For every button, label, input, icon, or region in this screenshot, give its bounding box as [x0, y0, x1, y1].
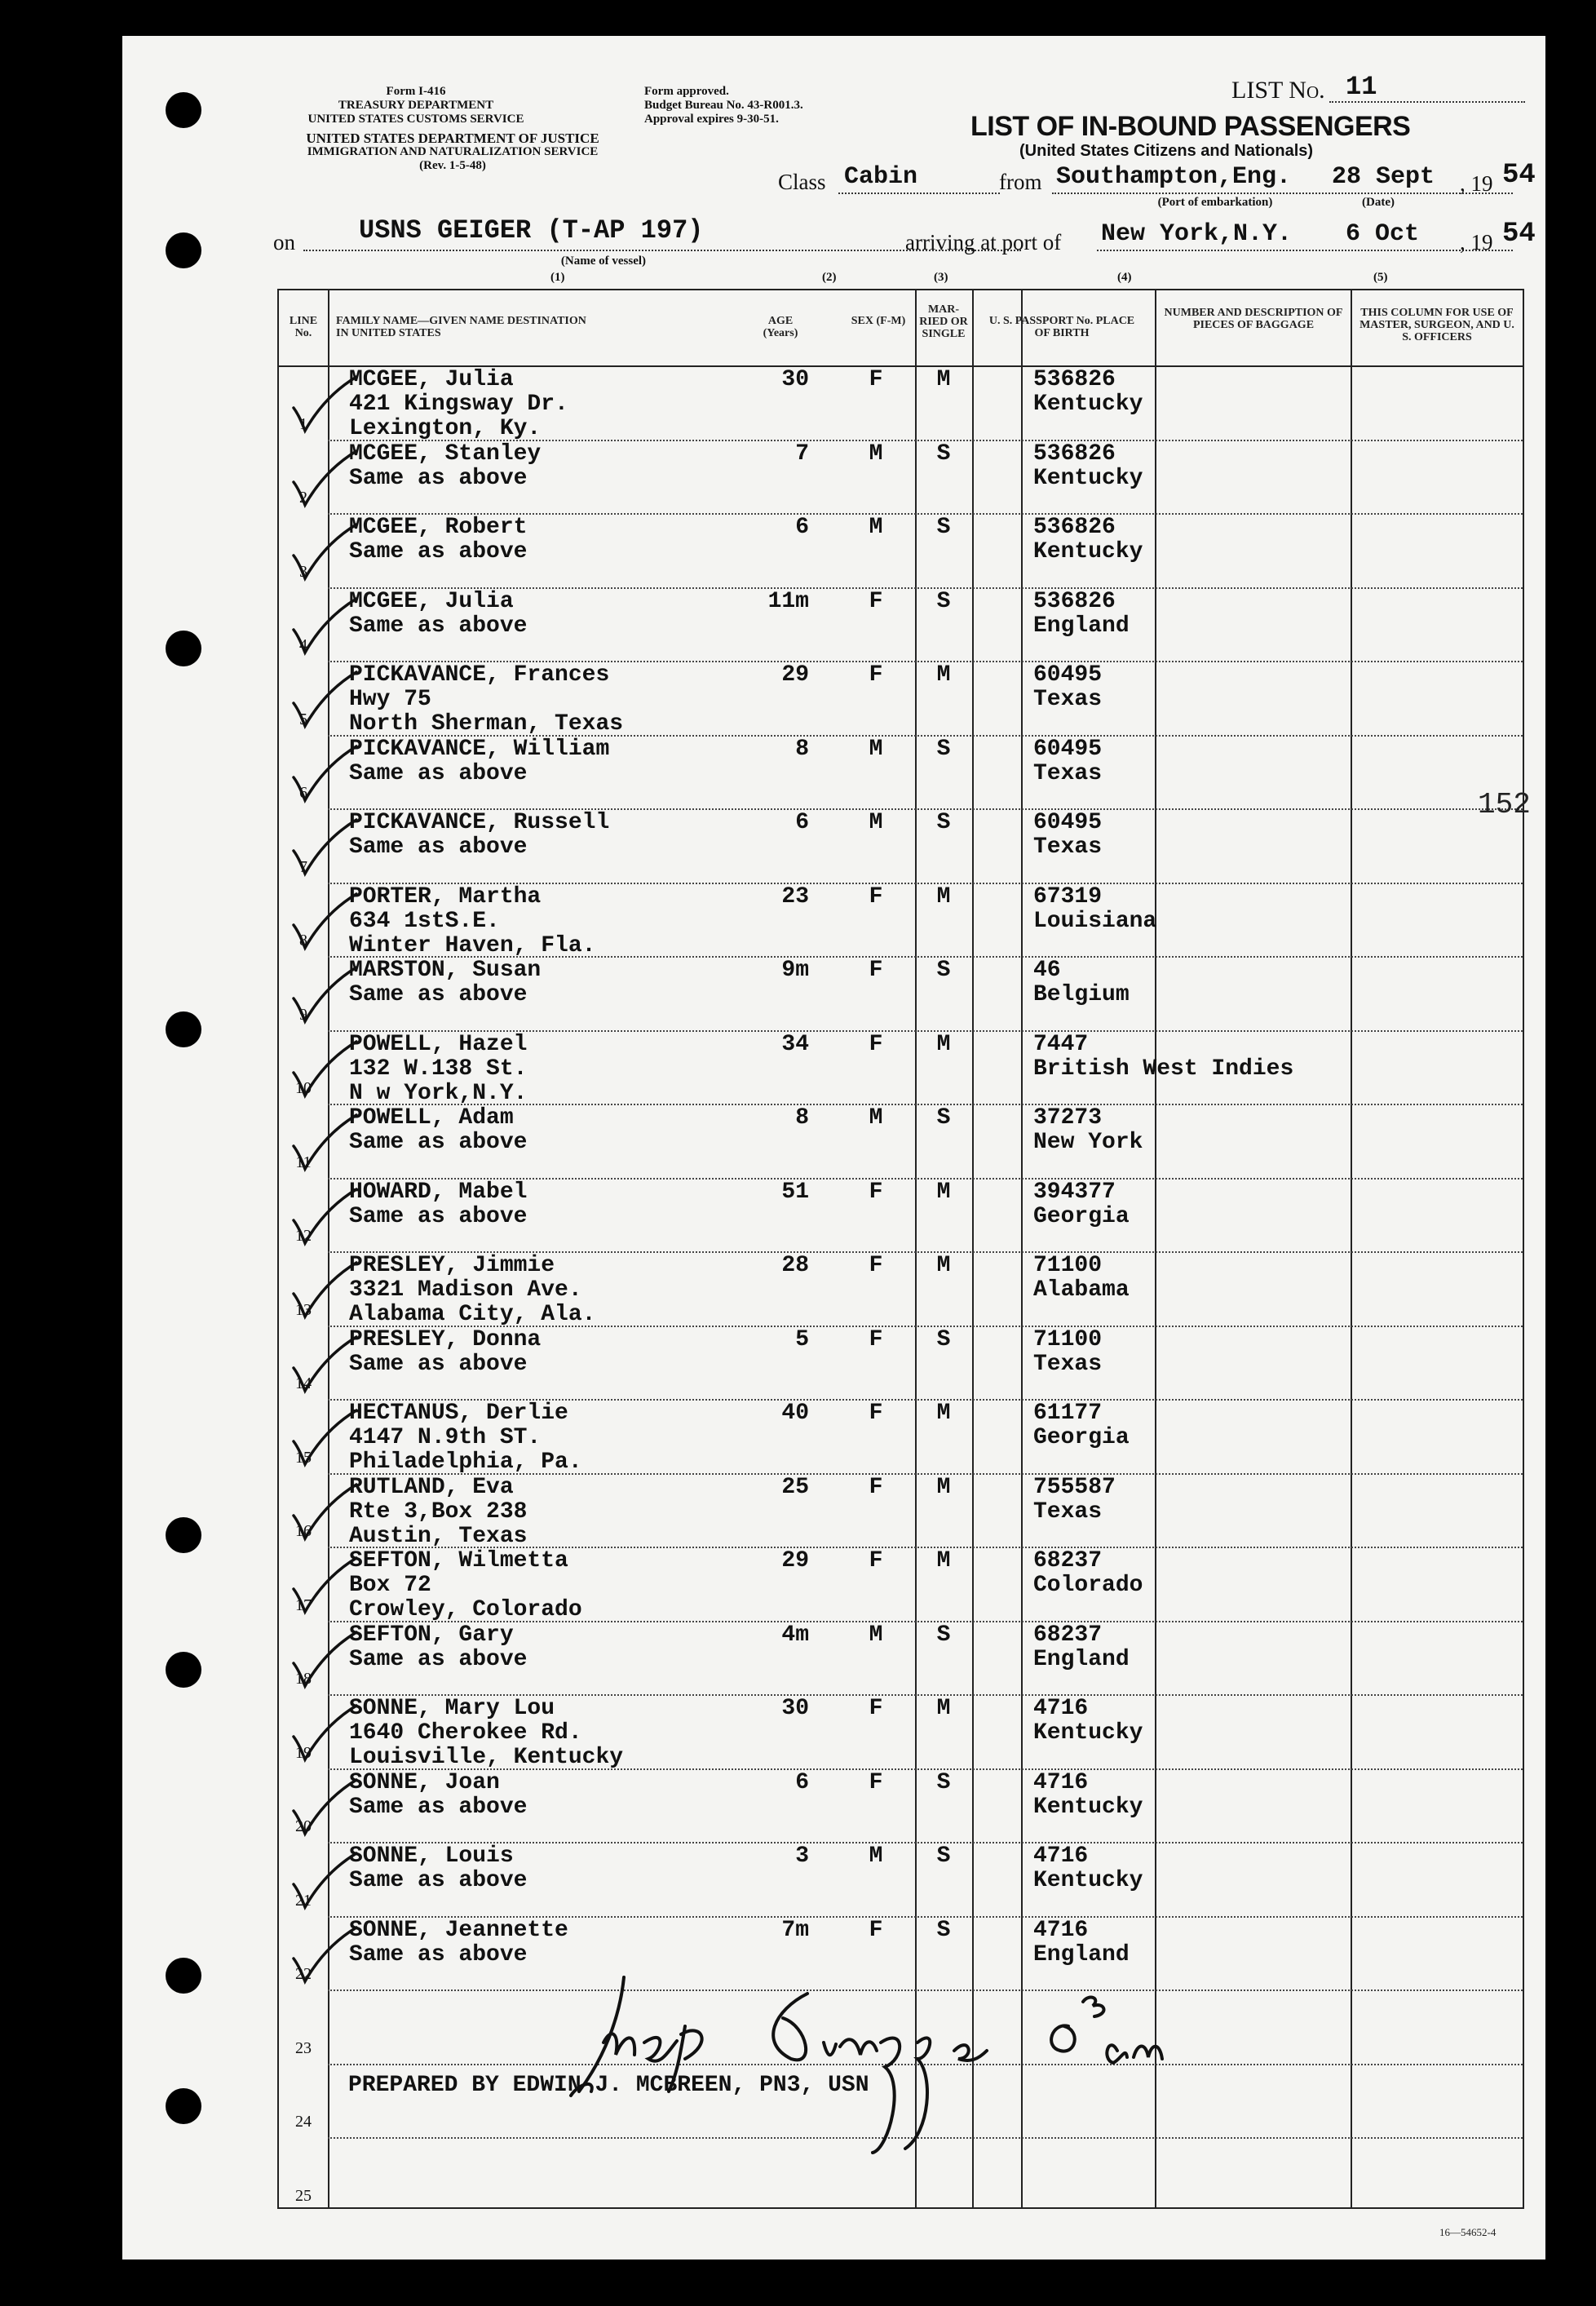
line-number: 3 — [299, 562, 307, 581]
passport-number: 7447 — [1033, 1031, 1089, 1057]
passenger-address: Same as above — [349, 1351, 528, 1377]
col-num-5: (5) — [1373, 271, 1388, 284]
passenger-marital: S — [936, 1843, 951, 1869]
line-number: 7 — [299, 857, 307, 876]
arrival-date: 6 Oct — [1346, 220, 1420, 248]
passenger-address: Winter Haven, Fla. — [349, 932, 596, 958]
check-mark-icon — [287, 1852, 360, 1917]
birth-place: Texas — [1033, 760, 1103, 786]
arrival-year: 54 — [1502, 219, 1536, 250]
approval-text: Form approved. — [644, 85, 729, 98]
table-row — [279, 1622, 1523, 1697]
passport-number: 60495 — [1033, 810, 1103, 835]
passenger-address: 3321 Madison Ave. — [349, 1277, 582, 1303]
passenger-sex: M — [869, 1622, 883, 1648]
line-number: 6 — [299, 784, 307, 802]
check-mark-icon — [287, 1926, 360, 1991]
passenger-marital: M — [936, 1696, 951, 1721]
passenger-marital: M — [936, 1031, 951, 1057]
check-mark-icon — [287, 1409, 360, 1474]
manifest-page — [122, 36, 1545, 2260]
passenger-name: MCGEE, Robert — [349, 515, 528, 540]
arrival-port: New York,N.Y. — [1101, 220, 1293, 248]
check-mark-icon — [287, 1778, 360, 1843]
budget-text: Budget Bureau No. 43-R001.3. — [644, 99, 803, 112]
passenger-name: SONNE, Louis — [349, 1843, 514, 1869]
col-age-header: AGE (Years) — [763, 315, 798, 339]
passenger-sex: F — [869, 1548, 883, 1573]
table-row — [279, 1253, 1523, 1327]
line-number: 4 — [299, 636, 307, 654]
birth-place: England — [1033, 1646, 1130, 1672]
line-number: 21 — [295, 1891, 312, 1910]
birth-place: Kentucky — [1033, 1868, 1143, 1893]
passenger-age: 7 — [795, 440, 809, 467]
table-row — [279, 1770, 1523, 1844]
passenger-marital: S — [936, 1622, 951, 1648]
col-officers-header: THIS COLUMN FOR USE OF MASTER, SURGEON, AND U. S. OFFICERS — [1359, 307, 1514, 343]
passport-number: 60495 — [1033, 662, 1103, 688]
birth-place: Texas — [1033, 1498, 1103, 1525]
table-row — [279, 1327, 1523, 1401]
passenger-age: 6 — [795, 810, 809, 835]
passenger-sex: M — [869, 810, 883, 835]
passenger-age: 5 — [795, 1326, 809, 1352]
passenger-sex: F — [869, 1253, 883, 1278]
passenger-address: Same as above — [349, 613, 528, 639]
passenger-address: Same as above — [349, 982, 528, 1007]
birth-place: Belgium — [1033, 982, 1130, 1007]
passenger-name: SEFTON, Wilmetta — [349, 1548, 568, 1573]
table-row — [279, 1032, 1523, 1106]
passenger-address: Same as above — [349, 1941, 528, 1967]
passenger-address: Austin, Texas — [349, 1523, 528, 1549]
line-number: 16 — [295, 1522, 312, 1540]
inspector-signature — [546, 1945, 1215, 2157]
passport-number: 67319 — [1033, 883, 1103, 910]
line-number: 10 — [295, 1079, 312, 1097]
line-number: 9 — [299, 1005, 307, 1024]
ins-name: IMMIGRATION AND NATURALIZATION SERVICE — [307, 145, 599, 158]
check-mark-icon — [287, 818, 360, 883]
subtitle: (United States Citizens and Nationals) — [1019, 142, 1314, 160]
line-number: 1 — [299, 414, 307, 433]
passenger-age: 30 — [781, 367, 809, 392]
check-mark-icon — [287, 1113, 360, 1179]
line-number: 22 — [295, 1965, 312, 1983]
birth-place: Georgia — [1033, 1203, 1130, 1229]
passport-number: 536826 — [1033, 515, 1116, 540]
line-number: 15 — [295, 1448, 312, 1467]
date-caption: (Date) — [1362, 196, 1395, 209]
line-number: 19 — [295, 1743, 312, 1762]
table-row — [279, 810, 1523, 884]
passenger-name: SONNE, Jeannette — [349, 1917, 568, 1943]
binder-hole — [166, 1958, 201, 1994]
passenger-age: 25 — [781, 1474, 809, 1500]
line-number: 2 — [299, 489, 307, 507]
passenger-marital: S — [936, 1105, 951, 1131]
passport-number: 536826 — [1033, 367, 1116, 392]
passenger-sex: F — [869, 1696, 883, 1721]
passenger-address: Same as above — [349, 1868, 528, 1893]
col-married-header: MAR-RIED OR SINGLE — [919, 303, 968, 340]
passenger-name: PICKAVANCE, Russell — [349, 810, 610, 835]
passport-number: 60495 — [1033, 736, 1103, 762]
table-row — [279, 958, 1523, 1032]
embark-caption: (Port of embarkation) — [1157, 196, 1273, 209]
passenger-address: North Sherman, Texas — [349, 711, 624, 737]
check-mark-icon — [287, 1335, 360, 1401]
line-number: 8 — [299, 932, 307, 949]
table-row — [279, 515, 1523, 589]
passenger-name: SONNE, Joan — [349, 1769, 500, 1795]
passenger-marital: S — [936, 588, 951, 614]
birth-place: Texas — [1033, 1351, 1103, 1377]
passenger-address: Same as above — [349, 834, 528, 860]
check-mark-icon — [287, 449, 360, 515]
passenger-marital: M — [936, 1474, 951, 1500]
passenger-age: 7m — [781, 1917, 809, 1943]
birth-place: Kentucky — [1033, 539, 1143, 564]
passenger-sex: F — [869, 1031, 883, 1057]
passenger-age: 23 — [781, 883, 809, 910]
passenger-sex: M — [869, 515, 883, 540]
check-mark-icon — [287, 1483, 360, 1548]
passenger-name: MCGEE, Julia — [349, 588, 514, 614]
table-row — [279, 1475, 1523, 1549]
customs-name: UNITED STATES CUSTOMS SERVICE — [307, 113, 524, 126]
birth-place: Kentucky — [1033, 1794, 1143, 1820]
line-number: 25 — [295, 2186, 312, 2205]
passenger-address: 132 W.138 St. — [349, 1056, 528, 1082]
passenger-marital: M — [936, 1179, 951, 1205]
passenger-sex: F — [869, 1401, 883, 1426]
check-mark-icon — [287, 1631, 360, 1696]
passenger-name: POWELL, Adam — [349, 1105, 514, 1131]
passenger-address: Box 72 — [349, 1573, 431, 1598]
passenger-address: 421 Kingsway Dr. — [349, 392, 568, 417]
passenger-sex: F — [869, 883, 883, 910]
passport-number: 61177 — [1033, 1401, 1103, 1426]
col-num-4: (4) — [1117, 271, 1132, 284]
check-mark-icon — [287, 745, 360, 810]
passenger-name: PICKAVANCE, Frances — [349, 662, 610, 688]
passenger-age: 3 — [795, 1843, 809, 1869]
binder-hole — [166, 92, 201, 128]
doj-name: UNITED STATES DEPARTMENT OF JUSTICE — [306, 131, 599, 146]
list-no-label: LIST No. — [1231, 77, 1325, 104]
check-mark-icon — [287, 1040, 360, 1105]
passenger-marital: S — [936, 515, 951, 540]
birth-place: England — [1033, 1941, 1130, 1967]
line-number: 12 — [295, 1227, 312, 1245]
col-baggage-header: NUMBER AND DESCRIPTION OF PIECES OF BAGGAGE — [1164, 307, 1343, 331]
table-row — [279, 1401, 1523, 1475]
line-number: 18 — [295, 1670, 312, 1688]
passenger-age: 11m — [767, 588, 809, 614]
table-row — [279, 884, 1523, 958]
check-mark-icon — [287, 1188, 360, 1253]
passenger-marital: S — [936, 736, 951, 762]
passenger-marital: M — [936, 883, 951, 910]
passenger-name: MCGEE, Julia — [349, 367, 514, 392]
passenger-marital: M — [936, 1401, 951, 1426]
passenger-age: 9m — [781, 958, 809, 983]
embark-year: 54 — [1502, 160, 1536, 191]
embark-date: 28 Sept — [1332, 163, 1435, 191]
passenger-sex: F — [869, 1917, 883, 1943]
arriving-label: arriving at port of — [905, 230, 1062, 255]
table-row — [279, 1696, 1523, 1770]
binder-hole — [166, 232, 201, 268]
dept-name: TREASURY DEPARTMENT — [338, 99, 494, 112]
passenger-name: HECTANUS, Derlie — [349, 1401, 568, 1426]
passenger-sex: F — [869, 588, 883, 614]
birth-place: Kentucky — [1033, 392, 1143, 417]
col-sex-header: SEX (F-M) — [851, 315, 906, 327]
check-mark-icon — [287, 375, 360, 440]
passenger-name: RUTLAND, Eva — [349, 1474, 514, 1500]
passport-number: 755587 — [1033, 1474, 1116, 1500]
passenger-sex: F — [869, 662, 883, 688]
passenger-address: N w York,N.Y. — [349, 1080, 528, 1106]
table-row — [279, 441, 1523, 516]
rev-date: (Rev. 1-5-48) — [419, 159, 486, 172]
passport-number: 68237 — [1033, 1548, 1103, 1573]
class-value: Cabin — [844, 163, 918, 191]
col-num-2: (2) — [822, 271, 837, 284]
vessel-name: USNS GEIGER (T-AP 197) — [359, 215, 704, 246]
passenger-sex: M — [869, 1843, 883, 1869]
passenger-address: Alabama City, Ala. — [349, 1302, 596, 1327]
passenger-name: HOWARD, Mabel — [349, 1179, 528, 1205]
check-mark-icon — [287, 671, 360, 736]
line-number: 23 — [295, 2038, 312, 2057]
table-row — [279, 737, 1523, 811]
passenger-sex: F — [869, 1179, 883, 1205]
passenger-marital: S — [936, 1917, 951, 1943]
check-mark-icon — [287, 892, 360, 958]
passenger-age: 6 — [795, 1769, 809, 1795]
passenger-age: 4m — [781, 1622, 809, 1648]
col-num-3: (3) — [934, 271, 948, 284]
passport-number: 536826 — [1033, 440, 1116, 467]
line-number: 17 — [295, 1596, 312, 1614]
table-row — [279, 367, 1523, 441]
passenger-address: 1640 Cherokee Rd. — [349, 1720, 582, 1746]
birth-place: Texas — [1033, 687, 1103, 712]
check-mark-icon — [287, 1704, 360, 1769]
check-mark-icon — [287, 1261, 360, 1326]
passport-number: 4716 — [1033, 1769, 1089, 1795]
expires-text: Approval expires 9-30-51. — [644, 113, 779, 126]
birth-place: Kentucky — [1033, 1720, 1143, 1746]
passenger-age: 40 — [781, 1401, 809, 1426]
line-number: 13 — [295, 1300, 312, 1319]
passenger-address: Same as above — [349, 760, 528, 786]
passenger-name: MARSTON, Susan — [349, 958, 542, 983]
table-row — [279, 589, 1523, 663]
passport-number: 71100 — [1033, 1326, 1103, 1352]
passport-number: 4716 — [1033, 1843, 1089, 1869]
binder-hole — [166, 1652, 201, 1688]
passenger-name: PICKAVANCE, William — [349, 736, 610, 762]
passenger-table — [277, 289, 1531, 2209]
binder-hole — [166, 1517, 201, 1553]
from-label: from — [999, 170, 1042, 194]
check-mark-icon — [287, 523, 360, 588]
passenger-address: 4147 N.9th ST. — [349, 1425, 542, 1450]
list-no-value: 11 — [1346, 72, 1377, 102]
table-row — [279, 662, 1523, 737]
form-number-block — [302, 85, 530, 126]
table-row — [279, 1843, 1523, 1918]
table-row — [279, 1548, 1523, 1622]
col-name-header: FAMILY NAME—GIVEN NAME DESTINATION IN UNITED STATES — [336, 315, 586, 339]
col-num-1: (1) — [550, 271, 565, 284]
line-number: 24 — [295, 2113, 312, 2131]
passenger-address: Crowley, Colorado — [349, 1597, 582, 1622]
passenger-age: 28 — [781, 1253, 809, 1278]
on-label: on — [273, 230, 295, 255]
passenger-name: SEFTON, Gary — [349, 1622, 514, 1648]
binder-hole — [166, 1011, 201, 1047]
vessel-caption: (Name of vessel) — [560, 255, 647, 268]
passenger-address: Same as above — [349, 1794, 528, 1820]
binder-hole — [166, 631, 201, 666]
footer-code: 16—54652-4 — [1439, 2226, 1497, 2238]
passport-number: 46 — [1033, 958, 1061, 983]
line-number: 5 — [299, 710, 307, 728]
passenger-age: 29 — [781, 1548, 809, 1573]
passenger-age: 51 — [781, 1179, 809, 1205]
passport-number: 68237 — [1033, 1622, 1103, 1648]
table-row — [279, 1180, 1523, 1254]
passenger-name: SONNE, Mary Lou — [349, 1696, 555, 1721]
birth-place: Colorado — [1033, 1573, 1143, 1598]
title: LIST OF IN-BOUND PASSENGERS — [970, 111, 1411, 142]
passenger-address: Same as above — [349, 1203, 528, 1229]
passenger-marital: M — [936, 1548, 951, 1573]
passenger-sex: M — [869, 736, 883, 762]
passport-number: 536826 — [1033, 588, 1116, 614]
passenger-sex: M — [869, 440, 883, 467]
passenger-sex: M — [869, 1105, 883, 1131]
passenger-sex: F — [869, 367, 883, 392]
embark-year-prefix: , 19 — [1460, 171, 1493, 196]
passenger-age: 6 — [795, 515, 809, 540]
passenger-address: Same as above — [349, 1130, 528, 1155]
passenger-sex: F — [869, 1326, 883, 1352]
passenger-address: Philadelphia, Pa. — [349, 1450, 582, 1475]
check-mark-icon — [287, 597, 360, 662]
check-mark-icon — [287, 1556, 360, 1622]
passenger-sex: F — [869, 958, 883, 983]
passenger-address: Hwy 75 — [349, 687, 431, 712]
passenger-address: Same as above — [349, 465, 528, 491]
form-number: Form I-416 — [386, 85, 446, 98]
passenger-marital: S — [936, 810, 951, 835]
passenger-name: PORTER, Martha — [349, 883, 542, 910]
embark-port: Southampton,Eng. — [1056, 163, 1292, 191]
check-mark-icon — [287, 966, 360, 1031]
birth-place: Louisiana — [1033, 908, 1157, 934]
passenger-marital: S — [936, 440, 951, 467]
passport-number: 4716 — [1033, 1696, 1089, 1721]
birth-place: New York — [1033, 1130, 1143, 1155]
birth-place: England — [1033, 613, 1130, 639]
passport-number: 4716 — [1033, 1917, 1089, 1943]
birth-place: Georgia — [1033, 1425, 1130, 1450]
birth-place: Alabama — [1033, 1277, 1130, 1303]
passenger-age: 29 — [781, 662, 809, 688]
passenger-address: Louisville, Kentucky — [349, 1745, 624, 1770]
passport-number: 71100 — [1033, 1253, 1103, 1278]
passenger-address: 634 1stS.E. — [349, 908, 500, 934]
arrival-year-prefix: , 19 — [1460, 230, 1493, 255]
passenger-address: Rte 3,Box 238 — [349, 1498, 528, 1525]
passenger-marital: S — [936, 1326, 951, 1352]
passenger-age: 8 — [795, 736, 809, 762]
line-number: 14 — [295, 1374, 312, 1392]
passenger-marital: M — [936, 1253, 951, 1278]
passenger-age: 30 — [781, 1696, 809, 1721]
birth-place: British West Indies — [1033, 1056, 1294, 1082]
passenger-marital: M — [936, 662, 951, 688]
passenger-marital: S — [936, 1769, 951, 1795]
passenger-address: Same as above — [349, 539, 528, 564]
table-row — [279, 1105, 1523, 1180]
approval-block — [644, 85, 848, 126]
passport-number: 37273 — [1033, 1105, 1103, 1131]
birth-place: Kentucky — [1033, 465, 1143, 491]
passenger-age: 34 — [781, 1031, 809, 1057]
doj-block — [269, 131, 636, 173]
birth-place: Texas — [1033, 834, 1103, 860]
passenger-marital: S — [936, 958, 951, 983]
prepared-by: PREPARED BY EDWIN J. MCBREEN, PN3, USN — [348, 2073, 869, 2098]
passenger-age: 8 — [795, 1105, 809, 1131]
passport-number: 394377 — [1033, 1179, 1116, 1205]
class-label: Class — [778, 170, 826, 194]
passenger-name: PRESLEY, Jimmie — [349, 1253, 555, 1278]
passenger-address: Lexington, Ky. — [349, 416, 542, 441]
passenger-address: Same as above — [349, 1646, 528, 1672]
passenger-name: POWELL, Hazel — [349, 1031, 528, 1057]
line-number: 20 — [295, 1817, 312, 1835]
passenger-sex: F — [869, 1769, 883, 1795]
officer-note: 152 — [1478, 788, 1531, 821]
binder-hole — [166, 2088, 201, 2124]
passenger-name: PRESLEY, Donna — [349, 1326, 542, 1352]
col-line-header: LINE No. — [289, 315, 318, 339]
passenger-sex: F — [869, 1474, 883, 1500]
passenger-name: MCGEE, Stanley — [349, 440, 542, 467]
passenger-marital: M — [936, 367, 951, 392]
col-passport-header: U. S. PASSPORT No. PLACE OF BIRTH — [988, 315, 1135, 339]
line-number: 11 — [295, 1153, 312, 1171]
